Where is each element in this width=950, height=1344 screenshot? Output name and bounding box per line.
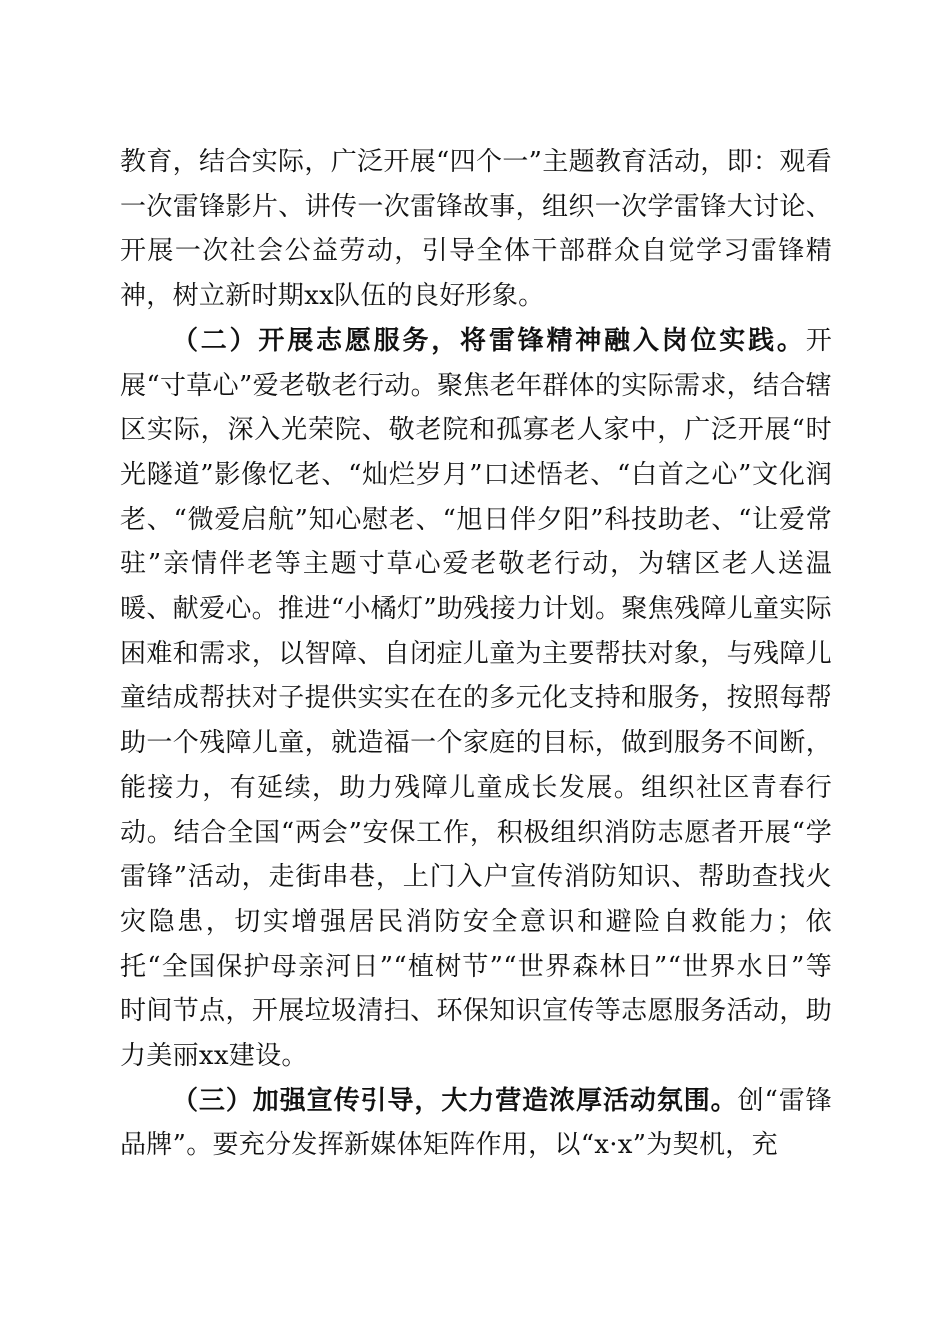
paragraph-2-body: 开展“寸草心”爱老敬老行动。聚焦老年群体的实际需求，结合辖区实际，深入光荣院、敬老院和孤寡老人家中，广泛开展“时光隧道”影像忆老、“灿烂岁月”口述悟老、“白首之心”文化润老、“微爱启航”知心慰老、“旭日伴夕阳”科技助老、“让爱常驻”亲情伴老等主题寸草心爱老敬老行动，为辖区老人送温暖、献爱心。推进“小橘灯”助残接力计划。聚焦残障儿童实际困难和需求，以智障、自闭症儿童为主要帮扶对象，与残障儿童结成帮扶对子提供实实在在的多元化支持和服务，按照每帮助一个残障儿童，就造福一个家庭的目标，做到服务不间断，能接力，有延续，助力残障儿童成长发展。组织社区青春行动。结合全国“两会”安保工作，积极组织消防志愿者开展“学雷锋”活动，走街串巷，上门入户宣传消防知识、帮助查找火灾隐患，切实增强居民消防安全意识和避险自救能力；依托“全国保护母亲河日”“植树节”“世界森林日”“世界水日”等时间节点，开展垃圾清扫、环保知识宣传等志愿服务活动，助力美丽xx建设。	[120, 325, 832, 1072]
section-heading-2: （二）开展志愿服务，将雷锋精神融入岗位实践。	[172, 325, 806, 356]
section-heading-3: （三）加强宣传引导，大力营造浓厚活动氛围。	[172, 1085, 738, 1116]
paragraph-publicity	[120, 1079, 832, 1168]
paragraph-volunteer-service	[120, 319, 832, 1079]
paragraph-3-body: 创“雷锋品牌”。要充分发挥新媒体矩阵作用，以“x·x”为契机，充	[120, 1085, 832, 1161]
paragraph-1-body: 教育，结合实际，广泛开展“四个一”主题教育活动，即：观看一次雷锋影片、讲传一次雷锋故事，组织一次学雷锋大讨论、开展一次社会公益劳动，引导全体干部群众自觉学习雷锋精神，树立新时期xx队伍的良好形象。	[120, 147, 832, 312]
document-page	[120, 140, 832, 1168]
paragraph-continuation	[120, 140, 832, 319]
